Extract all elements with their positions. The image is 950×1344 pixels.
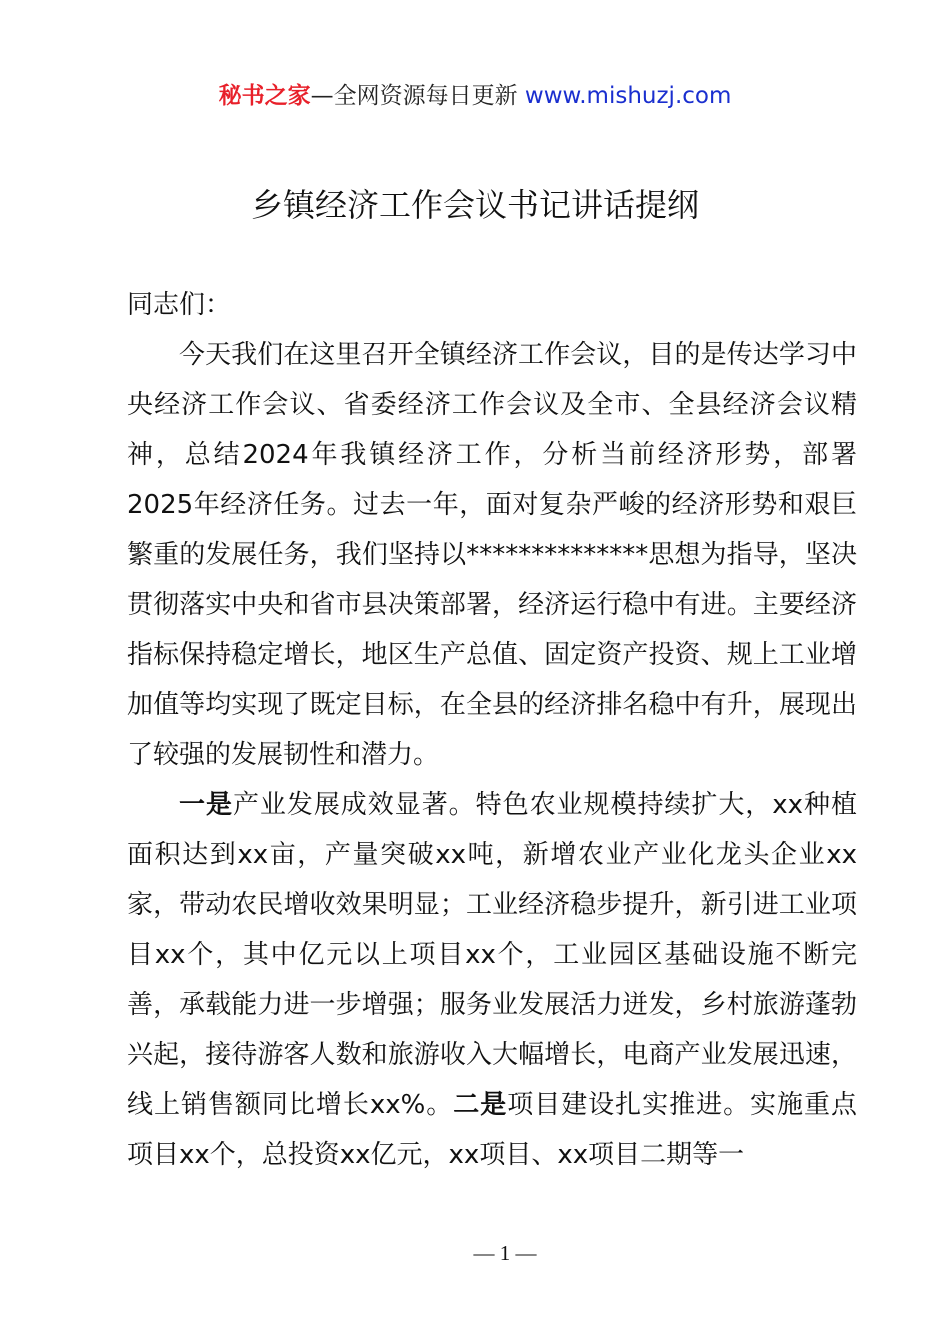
brand-name: 秘书之家: [218, 83, 311, 109]
salutation: 同志们：: [127, 290, 232, 320]
document-body: [127, 280, 857, 1180]
paragraph-achievements: [127, 780, 857, 1180]
header-tagline: —全网资源每日更新: [310, 83, 518, 109]
site-header: [0, 80, 950, 112]
paragraph-text-one: 产业发展成效显著。特色农业规模持续扩大，xx种植面积达到xx亩，产量突破xx吨，新增农业产业化龙头企业xx家，带动农民增收效果明显；工业经济稳步提升，新引进工业项目xx个，其中亿元以上项目xx个，工业园区基础设施不断完善，承载能力进一步增强；服务业发展活力迸发，乡村旅游蓬勃兴起，接待游客人数和旅游收入大幅增长，电商产业发展迅速，线上销售额同比增长xx%。: [127, 790, 857, 1120]
paragraph-intro: 今天我们在这里召开全镇经济工作会议，目的是传达学习中央经济工作会议、省委经济工作会议及全市、全县经济会议精神，总结2024年我镇经济工作，分析当前经济形势，部署2025年经济任务。过去一年，面对复杂严峻的经济形势和艰巨繁重的发展任务，我们坚持以**************思想为指导，坚决贯彻落实中央和省市县决策部署，经济运行稳中有进。主要经济指标保持稳定增长，地区生产总值、固定资产投资、规上工业增加值等均实现了既定目标，在全县的经济排名稳中有升，展现出了较强的发展韧性和潜力。: [127, 340, 857, 770]
paragraph-text-two: 项目建设扎实推进。实施重点项目xx个，总投资xx亿元，xx项目、xx项目二期等一: [127, 1090, 857, 1170]
page-number: — 1 —: [473, 1241, 537, 1265]
site-url-link[interactable]: www.mishuzj.com: [524, 83, 732, 109]
lead-phrase-one: 一是: [179, 790, 233, 820]
document-title: 乡镇经济工作会议书记讲话提纲: [250, 186, 699, 224]
lead-phrase-two: 二是: [453, 1090, 508, 1120]
